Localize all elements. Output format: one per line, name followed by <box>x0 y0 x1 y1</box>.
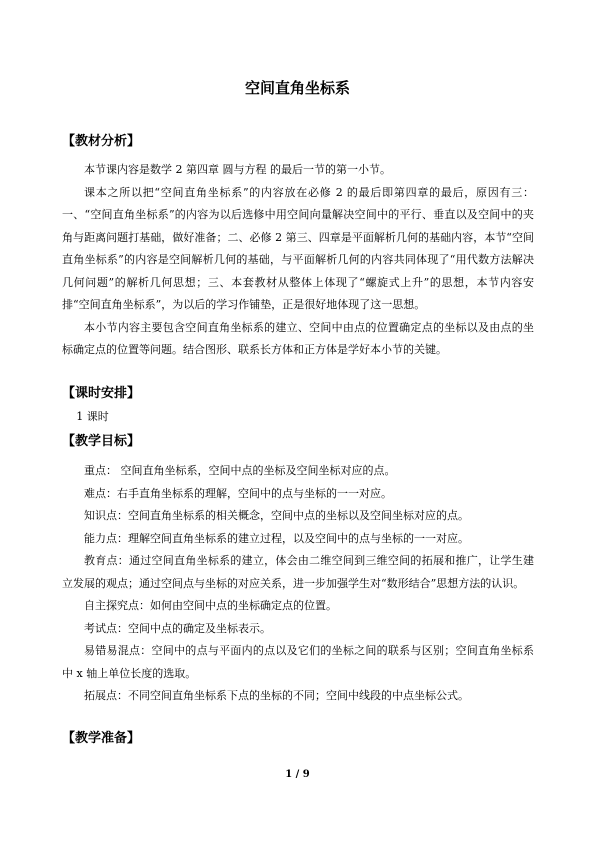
section-heading-preparation: 【教学准备】 <box>62 731 141 746</box>
section-heading-schedule: 【课时安排】 <box>62 386 141 401</box>
paragraph: 本节课内容是数学 2 第四章 圆与方程 的最后一节的第一小节。 <box>84 163 391 176</box>
paragraph: 能力点：理解空间直角坐标系的建立过程，以及空间中的点与坐标的一一对应。 <box>84 531 469 545</box>
paragraph: 自主探究点：如何由空间中点的坐标确定点的位置。 <box>84 599 337 612</box>
paragraph: 难点：右手直角坐标系的理解，空间中的点与坐标的一一对应。 <box>84 486 392 500</box>
document-title: 空间直角坐标系 <box>244 79 350 97</box>
paragraph: 易错易混点：空间中的点与平面内的点以及它们的坐标之间的联系与区别；空间直角坐标系中 x 轴上单位长度的选取。 <box>62 644 534 680</box>
page-number: 1 / 9 <box>285 769 310 780</box>
paragraph: 考试点：空间中点的确定及坐标表示。 <box>84 621 271 635</box>
paragraph: 拓展点：不同空间直角坐标系下点的坐标的不同；空间中线段的中点坐标公式。 <box>84 689 469 702</box>
section-heading-analysis: 【教材分析】 <box>62 134 141 149</box>
paragraph: 重点： 空间直角坐标系，空间中点的坐标及空间坐标对应的点。 <box>84 464 396 477</box>
section-body-analysis <box>62 159 534 362</box>
paragraph: 课本之所以把“空间直角坐标系”的内容放在必修 2 的最后即第四章的最后，原因有三：一、“空间直角坐标系”的内容为以后选修中用空间向量解决空间中的平行、垂直以及空间中的夹角与距离问题打基础，做好准备；二、必修 2 第三、四章是平面解析几何的基础内容，本节“空间直角坐标系”的内容是空间解析几何的基础，与平面解析几何的内容共同体现了“用代数方法解决几何问题”的解析几何思想；三、本套教材从整体上体现了“螺旋式上升”的思想，本节内容安排“空间直角坐标系”，为以后的学习作铺垫，正是很好地体现了这一思想。 <box>62 185 534 311</box>
paragraph: 1 课时 <box>76 410 109 423</box>
paragraph: 知识点：空间直角坐标系的相关概念，空间中点的坐标以及空间坐标对应的点。 <box>84 509 469 522</box>
section-heading-objectives: 【教学目标】 <box>62 434 141 449</box>
paragraph: 本小节内容主要包含空间直角坐标系的建立、空间中由点的位置确定点的坐标以及由点的坐标确定点的位置等问题。结合图形、联系长方体和正方体是学好本小节的关键。 <box>62 320 534 356</box>
section-body-schedule <box>62 406 534 429</box>
section-body-objectives <box>62 460 534 708</box>
paragraph: 教育点：通过空间直角坐标系的建立，体会由二维空间到三维空间的拓展和推广，让学生建立发展的观点；通过空间点与坐标的对应关系，进一步加强学生对“数形结合”思想方法的认识。 <box>62 554 534 590</box>
